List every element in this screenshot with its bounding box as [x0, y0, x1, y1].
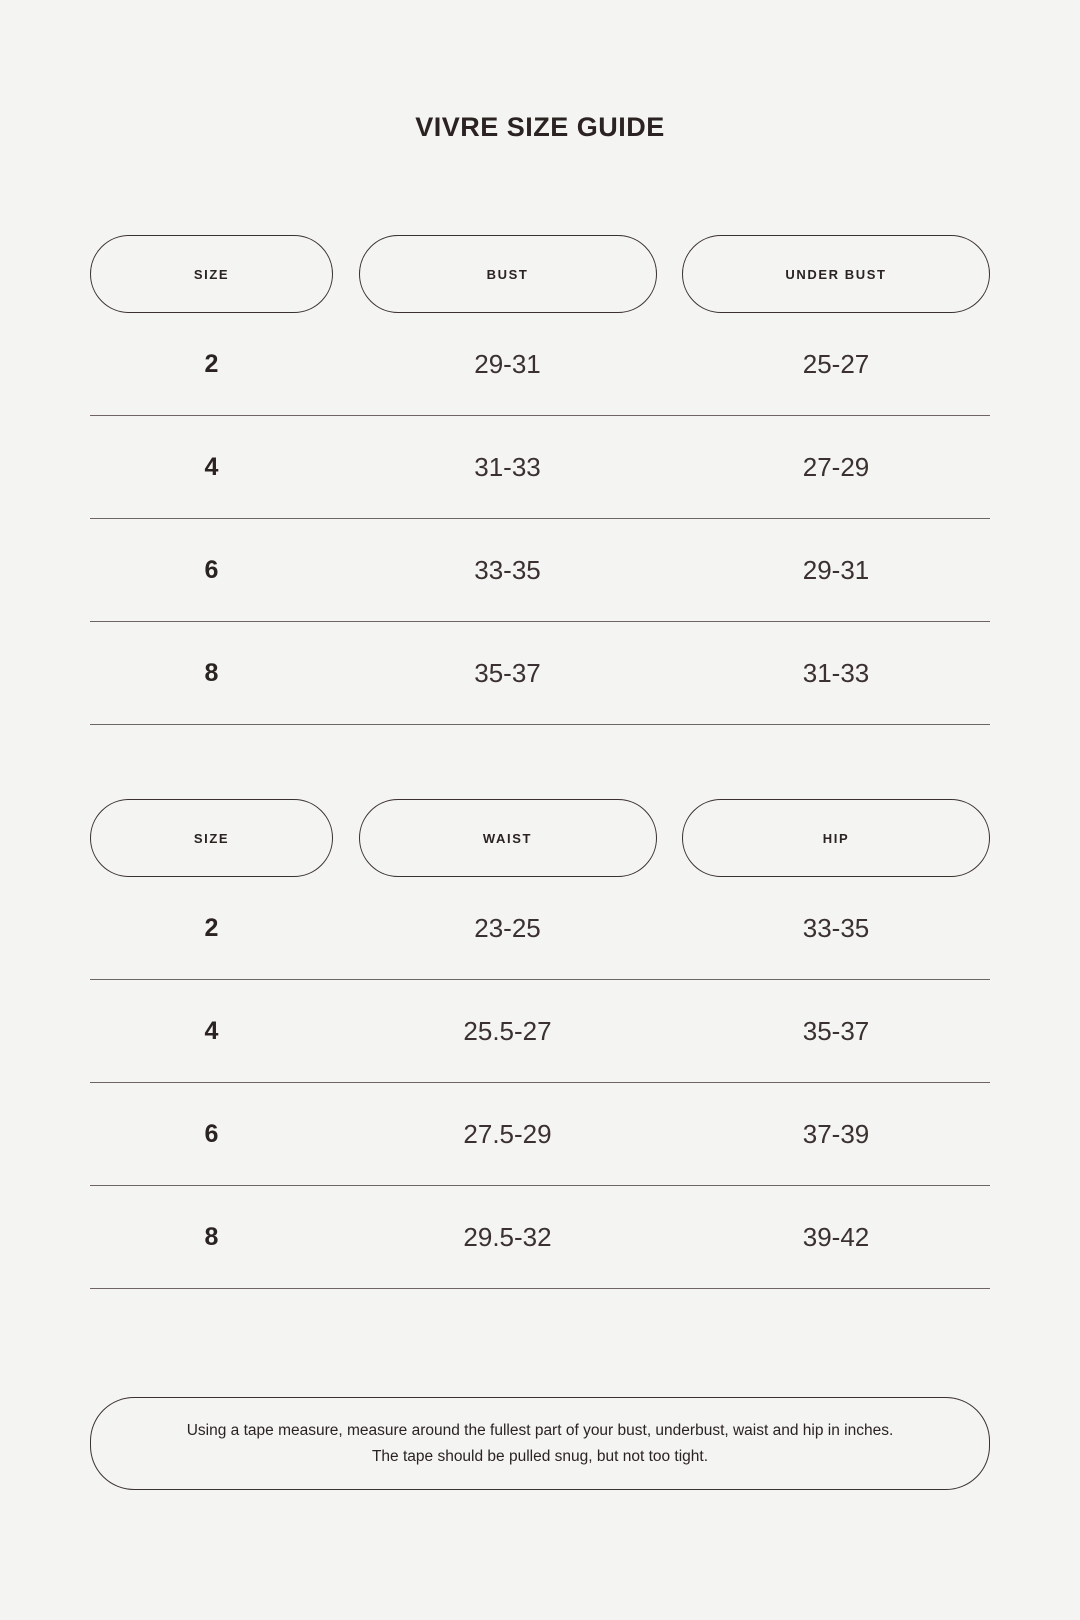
cell-size: 8	[204, 1222, 219, 1251]
table-row	[90, 1186, 990, 1289]
cell-under-bust: 27-29	[802, 451, 870, 482]
cell-under-bust: 25-27	[802, 348, 870, 379]
column-header-size: SIZE	[90, 235, 333, 313]
column-header-bust: BUST	[359, 235, 657, 313]
cell-size: 4	[204, 1016, 219, 1045]
cell-bust: 35-37	[474, 657, 541, 688]
table-row	[90, 980, 990, 1083]
measurement-note-line-2: The tape should be pulled snug, but not too tight.	[371, 1447, 709, 1465]
cell-waist: 25.5-27	[463, 1015, 552, 1046]
bust-table	[90, 235, 990, 725]
cell-size: 8	[204, 658, 219, 687]
column-header-size: SIZE	[90, 799, 333, 877]
waist-table	[90, 799, 990, 1289]
table-row	[90, 1083, 990, 1186]
cell-waist: 27.5-29	[463, 1118, 552, 1149]
cell-hip: 37-39	[802, 1118, 870, 1149]
cell-size: 2	[204, 349, 219, 378]
cell-waist: 23-25	[474, 912, 541, 943]
table-row	[90, 622, 990, 725]
cell-bust: 29-31	[474, 348, 541, 379]
cell-size: 4	[204, 452, 219, 481]
cell-under-bust: 31-33	[802, 657, 870, 688]
table-header-row	[90, 235, 990, 313]
table-row	[90, 519, 990, 622]
table-row	[90, 416, 990, 519]
column-header-hip: HIP	[682, 799, 990, 877]
table-header-row	[90, 799, 990, 877]
table-row	[90, 313, 990, 416]
column-header-waist: WAIST	[359, 799, 657, 877]
cell-under-bust: 29-31	[802, 554, 870, 585]
measurement-note	[90, 1397, 990, 1490]
measurement-note-line-1: Using a tape measure, measure around the fullest part of your bust, underbust, waist and hip in inches.	[186, 1422, 894, 1439]
cell-bust: 31-33	[474, 451, 541, 482]
table-row	[90, 877, 990, 980]
cell-size: 6	[204, 555, 219, 584]
cell-hip: 35-37	[802, 1015, 870, 1046]
page-title: VIVRE SIZE GUIDE	[415, 112, 665, 142]
cell-hip: 39-42	[802, 1221, 870, 1252]
cell-size: 2	[204, 913, 219, 942]
cell-bust: 33-35	[474, 554, 541, 585]
cell-waist: 29.5-32	[463, 1221, 552, 1252]
column-header-under-bust: UNDER BUST	[682, 235, 990, 313]
cell-hip: 33-35	[802, 912, 870, 943]
cell-size: 6	[204, 1119, 219, 1148]
